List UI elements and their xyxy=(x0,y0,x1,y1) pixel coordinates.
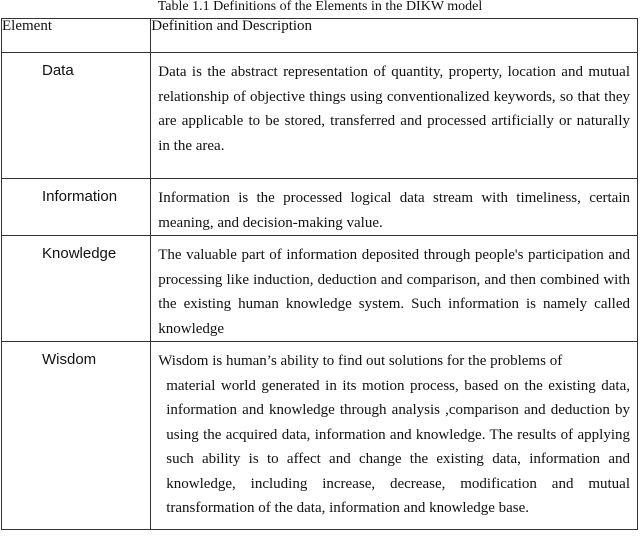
element-cell-information: Information xyxy=(2,179,151,236)
table-row xyxy=(2,179,638,236)
table-row xyxy=(2,342,638,530)
definition-cell-data: Data is the abstract representation of quantity, property, location and mutual relationship of objective things using conventionalized keywords, so that they are applicable to be stored, transferred and processed artificially or naturally in the area. xyxy=(151,53,638,179)
table-caption: Table 1.1 Definitions of the Elements in the DIKW model xyxy=(157,0,483,14)
definition-cell-wisdom xyxy=(151,342,638,530)
dikw-table xyxy=(1,18,638,530)
header-definition: Definition and Description xyxy=(151,19,638,53)
table-row xyxy=(2,236,638,342)
table-row xyxy=(2,53,638,179)
element-cell-knowledge: Knowledge xyxy=(2,236,151,342)
table-header-row xyxy=(2,19,638,53)
element-cell-wisdom: Wisdom xyxy=(2,342,151,530)
definition-cell-knowledge: The valuable part of information deposited through people's participation and processing like induction, deduction and comparison, and then combined with the existing human knowledge system. Such information is namely called knowledge xyxy=(151,236,638,342)
header-element: Element xyxy=(2,19,151,53)
element-cell-data: Data xyxy=(2,53,151,179)
wisdom-definition-rest: material world generated in its motion process, based on the existing data, information and knowledge through analysis ,comparison and deduction by using the acquired data, information and knowledge. The results of applying such ability is to affect and change the existing data, information and knowledge, including increase, decrease, modification and mutual transformation of the data, information and knowledge base. xyxy=(166,377,630,516)
wisdom-definition-first-line: Wisdom is human’s ability to find out solutions for the problems of xyxy=(158,353,563,369)
definition-cell-information: Information is the processed logical data stream with timeliness, certain meaning, and decision-making value. xyxy=(151,179,638,236)
